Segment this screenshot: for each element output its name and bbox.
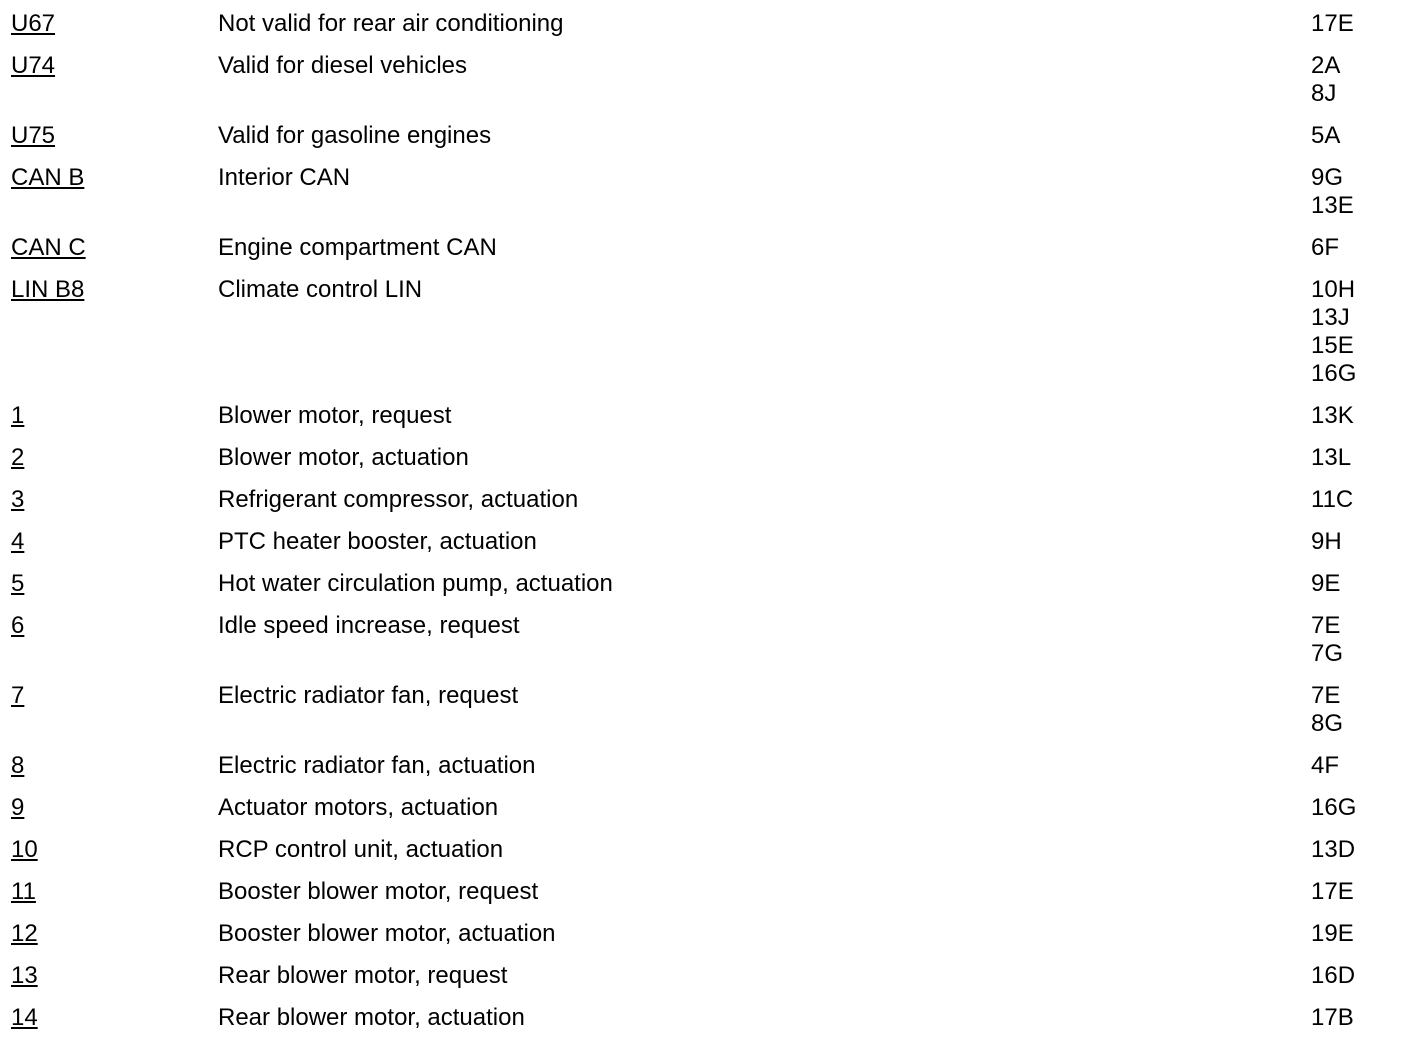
legend-row — [0, 164, 1408, 234]
legend-code-cell — [0, 444, 218, 472]
legend-code-cell — [0, 10, 218, 38]
legend-code-cell — [0, 752, 218, 780]
legend-refs — [1311, 402, 1408, 430]
grid-reference: 7G — [1311, 640, 1344, 667]
grid-reference: 16D — [1311, 962, 1356, 989]
legend-refs — [1311, 878, 1408, 906]
legend-code-link[interactable]: 2 — [11, 444, 25, 471]
legend-code-link[interactable]: 12 — [11, 920, 38, 947]
legend-refs — [1311, 10, 1408, 38]
grid-reference: 16G — [1311, 360, 1357, 387]
legend-description: Refrigerant compressor, actuation — [218, 486, 579, 513]
legend-description: Blower motor, actuation — [218, 444, 469, 471]
legend-refs — [1311, 486, 1408, 514]
legend-refs — [1311, 570, 1408, 598]
legend-code-link[interactable]: 11 — [11, 878, 36, 905]
grid-reference: 17B — [1311, 1004, 1354, 1031]
legend-description: Valid for gasoline engines — [218, 122, 492, 149]
legend-refs — [1311, 752, 1408, 780]
legend-code-cell — [0, 878, 218, 906]
legend-description: Blower motor, request — [218, 402, 452, 429]
legend-code-cell — [0, 276, 218, 304]
legend-description: Electric radiator fan, actuation — [218, 752, 536, 779]
legend-description: Booster blower motor, request — [218, 878, 539, 905]
grid-reference: 7E — [1311, 612, 1341, 639]
legend-description: Not valid for rear air conditioning — [218, 10, 564, 37]
legend-row — [0, 528, 1408, 570]
legend-description: Rear blower motor, request — [218, 962, 508, 989]
legend-row — [0, 122, 1408, 164]
legend-row — [0, 752, 1408, 794]
legend-row — [0, 878, 1408, 920]
grid-reference: 10H — [1311, 276, 1356, 303]
legend-row — [0, 836, 1408, 878]
legend-refs — [1311, 682, 1408, 738]
grid-reference: 16G — [1311, 794, 1357, 821]
legend-code-link[interactable]: U75 — [11, 122, 56, 149]
legend-row — [0, 920, 1408, 962]
legend-row — [0, 682, 1408, 752]
legend-code-cell — [0, 836, 218, 864]
legend-code-link[interactable]: 4 — [11, 528, 25, 555]
legend-code-cell — [0, 682, 218, 710]
legend-row — [0, 234, 1408, 276]
grid-reference: 19E — [1311, 920, 1354, 947]
legend-refs — [1311, 528, 1408, 556]
legend-code-cell — [0, 528, 218, 556]
legend-code-link[interactable]: 3 — [11, 486, 25, 513]
legend-code-cell — [0, 920, 218, 948]
grid-reference: 17E — [1311, 878, 1354, 905]
legend-description: Engine compartment CAN — [218, 234, 497, 261]
legend-row — [0, 486, 1408, 528]
legend-code-link[interactable]: 9 — [11, 794, 25, 821]
legend-code-link[interactable]: 14 — [11, 1004, 38, 1031]
grid-reference: 9H — [1311, 528, 1342, 555]
legend-refs — [1311, 122, 1408, 150]
legend-code-link[interactable]: U67 — [11, 10, 56, 37]
legend-description: Valid for diesel vehicles — [218, 52, 468, 79]
legend-code-link[interactable]: LIN B8 — [11, 276, 85, 303]
legend-refs — [1311, 444, 1408, 472]
grid-reference: 2A — [1311, 52, 1341, 79]
legend-refs — [1311, 1004, 1408, 1032]
grid-reference: 13D — [1311, 836, 1356, 863]
legend-code-cell — [0, 612, 218, 640]
legend-refs — [1311, 962, 1408, 990]
grid-reference: 17E — [1311, 10, 1354, 37]
grid-reference: 13K — [1311, 402, 1354, 429]
legend-refs — [1311, 836, 1408, 864]
legend-refs — [1311, 234, 1408, 262]
legend-code-link[interactable]: 10 — [11, 836, 38, 863]
legend-row — [0, 794, 1408, 836]
grid-reference: 15E — [1311, 332, 1354, 359]
grid-reference: 8G — [1311, 710, 1344, 737]
legend-description: Actuator motors, actuation — [218, 794, 499, 821]
grid-reference: 4F — [1311, 752, 1340, 779]
legend-code-link[interactable]: 5 — [11, 570, 25, 597]
legend-code-link[interactable]: CAN B — [11, 164, 85, 191]
legend-code-link[interactable]: CAN C — [11, 234, 86, 261]
grid-reference: 13J — [1311, 304, 1350, 331]
legend-row — [0, 402, 1408, 444]
legend-row — [0, 276, 1408, 402]
legend-description: PTC heater booster, actuation — [218, 528, 537, 555]
grid-reference: 13E — [1311, 192, 1354, 219]
legend-row — [0, 612, 1408, 682]
legend-description: Interior CAN — [218, 164, 351, 191]
legend-code-cell — [0, 402, 218, 430]
legend-code-link[interactable]: 13 — [11, 962, 38, 989]
legend-code-cell — [0, 962, 218, 990]
legend-description: Climate control LIN — [218, 276, 423, 303]
legend-code-cell — [0, 1004, 218, 1032]
legend-description: Idle speed increase, request — [218, 612, 520, 639]
legend-description: Hot water circulation pump, actuation — [218, 570, 613, 597]
legend-description: Booster blower motor, actuation — [218, 920, 556, 947]
legend-code-cell — [0, 52, 218, 80]
legend-refs — [1311, 52, 1408, 108]
legend-description: RCP control unit, actuation — [218, 836, 504, 863]
legend-code-link[interactable]: 7 — [11, 682, 25, 709]
grid-reference: 13L — [1311, 444, 1352, 471]
grid-reference: 7E — [1311, 682, 1341, 709]
legend-refs — [1311, 612, 1408, 668]
grid-reference: 6F — [1311, 234, 1340, 261]
legend-row — [0, 570, 1408, 612]
legend-row — [0, 962, 1408, 1004]
legend-description: Electric radiator fan, request — [218, 682, 519, 709]
grid-reference: 8J — [1311, 80, 1337, 107]
legend-code-cell — [0, 486, 218, 514]
legend-row — [0, 1004, 1408, 1046]
legend-code-link[interactable]: U74 — [11, 52, 56, 79]
legend-code-cell — [0, 234, 218, 262]
legend-row — [0, 10, 1408, 52]
legend-refs — [1311, 920, 1408, 948]
legend-code-cell — [0, 164, 218, 192]
grid-reference: 11C — [1311, 486, 1354, 513]
legend-code-link[interactable]: 8 — [11, 752, 25, 779]
legend-row — [0, 444, 1408, 486]
legend-code-cell — [0, 794, 218, 822]
legend-table — [0, 10, 1408, 1046]
grid-reference: 9G — [1311, 164, 1344, 191]
legend-row — [0, 52, 1408, 122]
grid-reference: 9E — [1311, 570, 1341, 597]
legend-code-cell — [0, 122, 218, 150]
legend-code-cell — [0, 570, 218, 598]
legend-refs — [1311, 164, 1408, 220]
legend-refs — [1311, 794, 1408, 822]
legend-code-link[interactable]: 1 — [11, 402, 25, 429]
legend-refs — [1311, 276, 1408, 388]
grid-reference: 5A — [1311, 122, 1341, 149]
legend-code-link[interactable]: 6 — [11, 612, 25, 639]
legend-description: Rear blower motor, actuation — [218, 1004, 525, 1031]
